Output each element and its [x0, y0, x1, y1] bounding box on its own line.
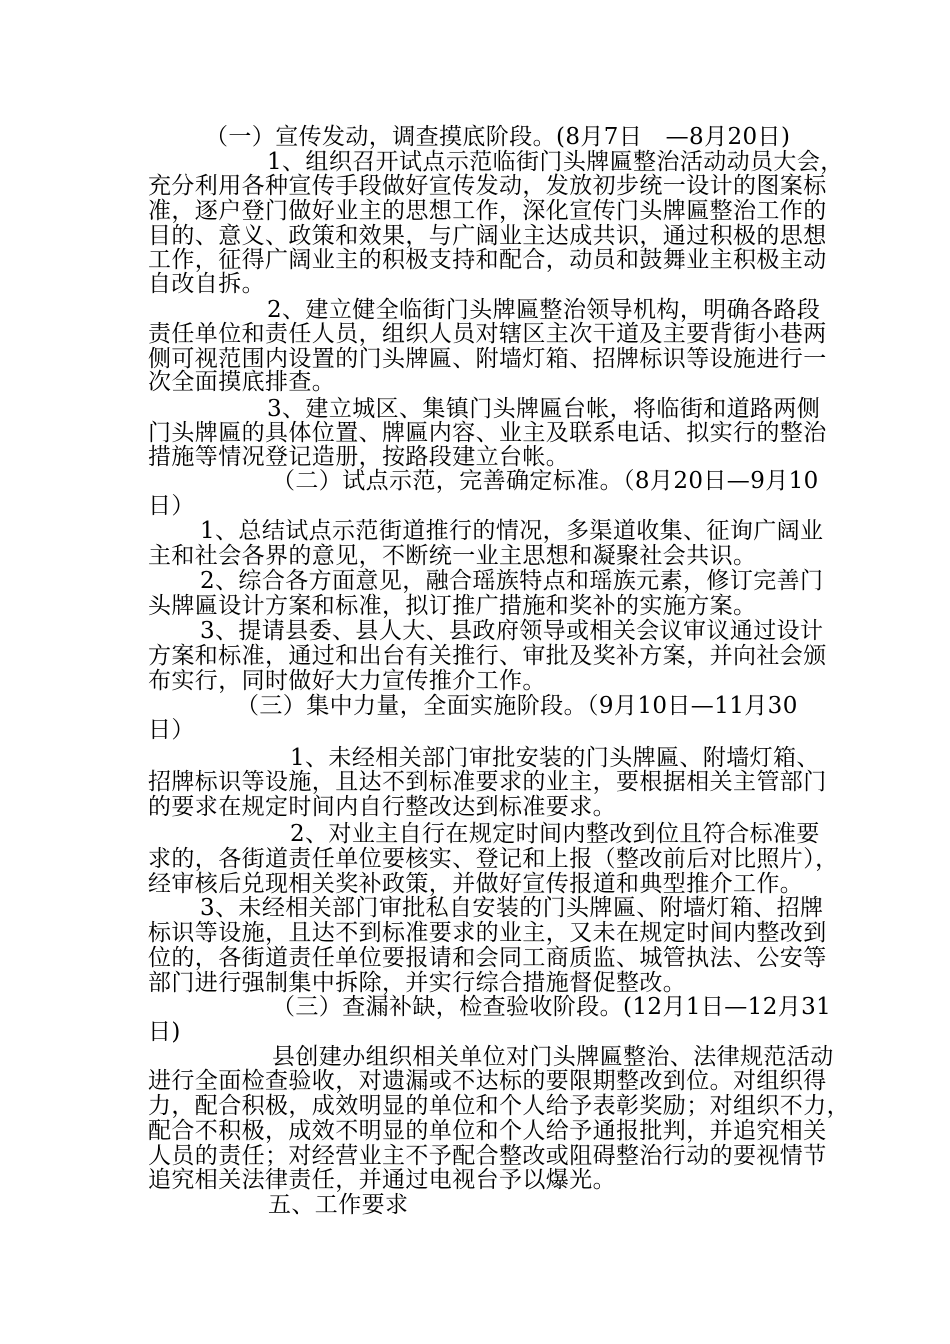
section-heading-2: （二）试点示范，完善确定标准。（8月20日—9月10 [272, 468, 819, 495]
paragraph-line: 2、综合各方面意见，融合瑶族特点和瑶族元素，修订完善门 [200, 568, 824, 595]
section-heading-1: （一）宣传发动，调查摸底阶段。(8月7日 —8月20日) [205, 124, 791, 150]
paragraph-line: 部门进行强制集中拆除，并实行综合措施督促整改。 [148, 969, 687, 996]
paragraph-line: 2、建立健全临街门头牌匾整治领导机构，明确各路段 [267, 297, 821, 324]
paragraph-line: 头牌匾设计方案和标准，拟订推广措施和奖补的实施方案。 [148, 592, 757, 619]
paragraph-line: 2、对业主自行在规定时间内整改到位且符合标准要 [290, 821, 820, 848]
section-heading-3: （三）集中力量，全面实施阶段。（9月10日—11月30 [236, 692, 798, 719]
paragraph-line: 县创建办组织相关单位对门头牌匾整治、法律规范活动 [272, 1043, 834, 1070]
paragraph-line: 配合不积极，成效不明显的单位和个人给予通报批判，并追究相关 [148, 1117, 827, 1144]
paragraph-line: 目的、意义、政策和效果，与广阔业主达成共识，通过积极的思想 [148, 222, 827, 249]
section-heading-4-cont: 日) [148, 1018, 181, 1045]
paragraph-line: 3、提请县委、县人大、县政府领导或相关会议审议通过设计 [200, 618, 824, 645]
paragraph-line: 追究相关法律责任，并通过电视台予以爆光。 [148, 1167, 616, 1194]
paragraph-line: 标识等设施，且达不到标准要求的业主，又未在规定时间内整改到 [148, 920, 827, 947]
section-heading-3-cont: 日） [148, 717, 195, 744]
paragraph-line: 经审核后兑现相关奖补政策，并做好宣传报道和典型推介工作。 [148, 870, 804, 897]
paragraph-line: 招牌标识等设施，且达不到标准要求的业主，要根据相关主管部门 [148, 769, 827, 796]
paragraph-line: 主和社会各界的意见，不断统一业主思想和凝聚社会共识。 [148, 542, 757, 569]
paragraph-line: 的要求在规定时间内自行整改达到标准要求。 [148, 793, 616, 820]
paragraph-line: 门头牌匾的具体位置、牌匾内容、业主及联系电话、拟实行的整治 [148, 419, 827, 446]
paragraph-line: 准，逐户登门做好业主的思想工作，深化宣传门头牌匾整治工作的 [148, 198, 827, 225]
paragraph-line: 责任单位和责任人员，组织人员对辖区主次干道及主要背街小巷两 [148, 320, 827, 347]
paragraph-line: 自改自拆。 [148, 270, 265, 297]
section-heading-4: （三）查漏补缺，检查验收阶段。(12月1日—12月31 [272, 994, 832, 1021]
section-heading-2-cont: 日） [148, 493, 195, 520]
paragraph-line: 进行全面检查验收，对遗漏或不达标的要限期整改到位。对组织得 [148, 1068, 827, 1095]
paragraph-line: 人员的责任；对经营业主不予配合整改或阻碍整治行动的要视情节 [148, 1142, 827, 1169]
paragraph-line: 布实行，同时做好大力宣传推介工作。 [148, 667, 546, 694]
section-heading-5: 五、工作要求 [268, 1192, 409, 1218]
paragraph-line: 次全面摸底排查。 [148, 369, 336, 396]
paragraph-line: 力，配合积极，成效明显的单位和个人给予表彰奖励；对组织不力， [148, 1093, 850, 1120]
paragraph-line: 工作，征得广阔业主的积极支持和配合，动员和鼓舞业主积极主动 [148, 246, 827, 273]
paragraph-line: 方案和标准，通过和出台有关推行、审批及奖补方案，并向社会颁 [148, 643, 827, 670]
paragraph-line: 侧可视范围内设置的门头牌匾、附墙灯箱、招牌标识等设施进行一 [148, 345, 827, 372]
paragraph-line: 1、未经相关部门审批安装的门头牌匾、附墙灯箱、 [290, 744, 820, 771]
paragraph-line: 求的，各街道责任单位要核实、登记和上报（整改前后对比照片）， [148, 845, 839, 872]
paragraph-line: 措施等情况登记造册，按路段建立台帐。 [148, 443, 570, 470]
paragraph-line: 3、建立城区、集镇门头牌匾台帐，将临街和道路两侧 [267, 395, 821, 422]
paragraph-line: 充分利用各种宣传手段做好宣传发动，发放初步统一设计的图案标 [148, 173, 827, 200]
paragraph-line: 3、未经相关部门审批私自安装的门头牌匾、附墙灯箱、招牌 [200, 895, 824, 922]
paragraph-line: 位的，各街道责任单位要报请和会同工商质监、城管执法、公安等 [148, 944, 827, 971]
paragraph-line: 1、总结试点示范街道推行的情况，多渠道收集、征询广阔业 [200, 517, 824, 544]
paragraph-line: 1、组织召开试点示范临街门头牌匾整治活动动员大会， [267, 148, 844, 175]
